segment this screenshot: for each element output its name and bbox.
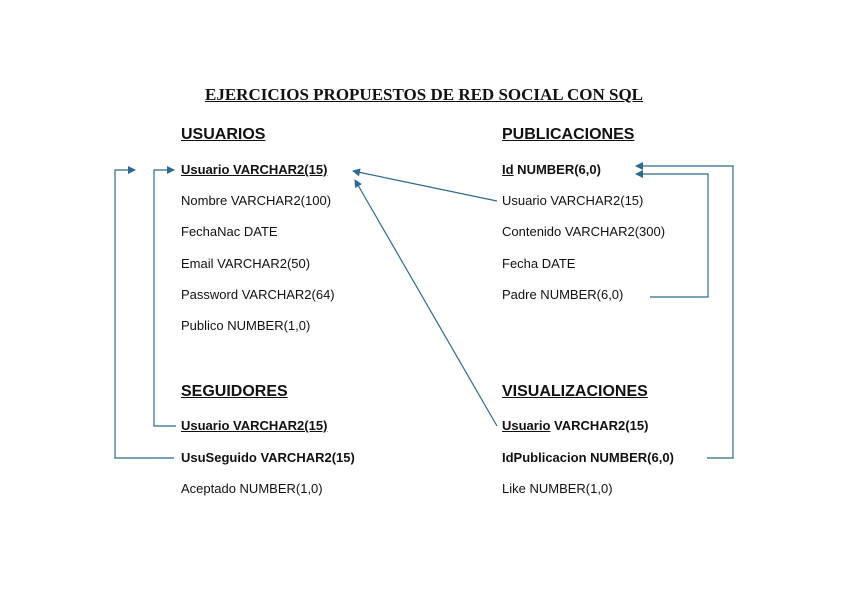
- table-title-visualizaciones: VISUALIZACIONES: [502, 383, 648, 400]
- usuarios-field-nombre: Nombre VARCHAR2(100): [181, 193, 332, 208]
- usuarios-pk-usuario: Usuario VARCHAR2(15): [181, 162, 328, 177]
- visualizaciones-field-idpublicacion: IdPublicacion NUMBER(6,0): [502, 450, 674, 465]
- link-visualizaciones-usuario: [355, 180, 497, 426]
- link-publicaciones-padre: [636, 174, 708, 297]
- link-publicaciones-usuario: [353, 171, 497, 201]
- publicaciones-field-usuario: Usuario VARCHAR2(15): [502, 193, 644, 208]
- usuarios-field-fechanac: FechaNac DATE: [181, 224, 278, 239]
- usuarios-field-email: Email VARCHAR2(50): [181, 256, 311, 271]
- table-title-publicaciones: PUBLICACIONES: [502, 126, 635, 143]
- usuarios-field-password: Password VARCHAR2(64): [181, 287, 335, 302]
- visualizaciones-field-like: Like NUMBER(1,0): [502, 481, 613, 496]
- page-title: EJERCICIOS PROPUESTOS DE RED SOCIAL CON SQL: [204, 85, 643, 104]
- link-visualizaciones-idpublicacion: [636, 166, 733, 458]
- table-title-seguidores: SEGUIDORES: [181, 383, 288, 400]
- publicaciones-field-contenido: Contenido VARCHAR2(300): [502, 224, 666, 239]
- link-seguidores-ususeguido: [115, 170, 174, 458]
- table-title-usuarios: USUARIOS: [181, 126, 266, 143]
- seguidores-field-ususeguido: UsuSeguido VARCHAR2(15): [181, 450, 355, 465]
- visualizaciones-pk-usuario-type: VARCHAR2(15): [550, 418, 649, 433]
- publicaciones-field-padre: Padre NUMBER(6,0): [502, 287, 624, 302]
- seguidores-pk-usuario: Usuario VARCHAR2(15): [181, 418, 328, 433]
- usuarios-field-publico: Publico NUMBER(1,0): [181, 318, 311, 333]
- visualizaciones-pk-usuario-name: Usuario: [502, 418, 551, 433]
- publicaciones-pk-id-name: Id: [502, 162, 514, 177]
- seguidores-field-aceptado: Aceptado NUMBER(1,0): [181, 481, 323, 496]
- publicaciones-pk-id-type: NUMBER(6,0): [513, 162, 601, 177]
- publicaciones-field-fecha: Fecha DATE: [502, 256, 576, 271]
- link-seguidores-usuario: [154, 170, 176, 426]
